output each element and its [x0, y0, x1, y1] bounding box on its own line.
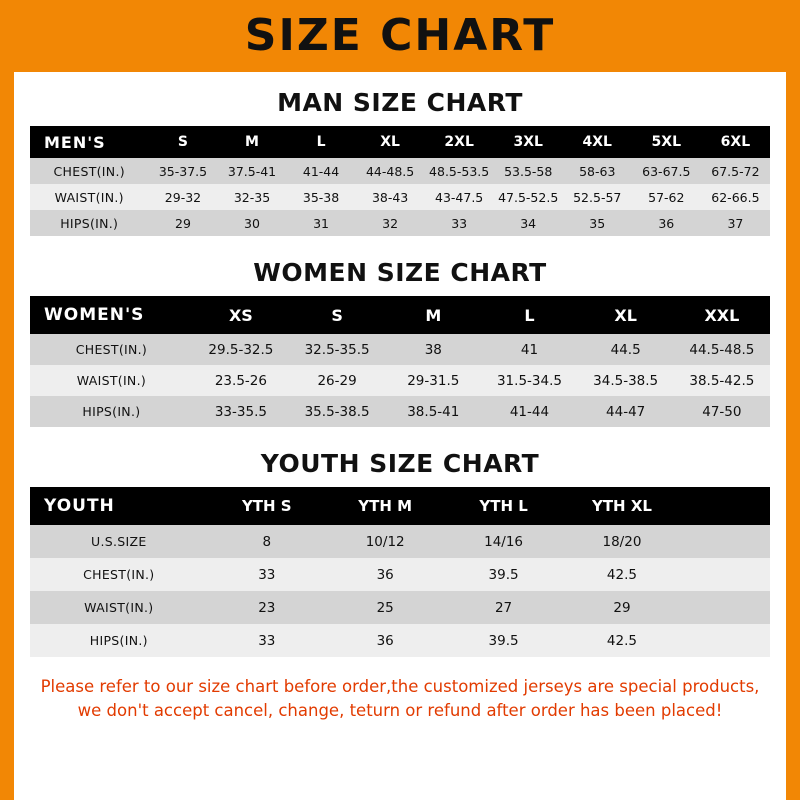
- youth-cell: 36: [326, 558, 444, 591]
- women-col-header: M: [385, 296, 481, 334]
- women-cell: 44-47: [578, 396, 674, 427]
- women-cell: 29.5-32.5: [193, 334, 289, 365]
- man-section-title: MAN SIZE CHART: [277, 88, 523, 117]
- man-cell: 41-44: [287, 158, 356, 184]
- youth-cell: 23: [208, 591, 326, 624]
- man-col-header: 4XL: [563, 126, 632, 158]
- man-row-label: CHEST(IN.): [30, 158, 148, 184]
- youth-row-label: HIPS(IN.): [30, 624, 208, 657]
- man-col-header: XL: [356, 126, 425, 158]
- man-col-header: S: [148, 126, 217, 158]
- man-cell: 36: [632, 210, 701, 236]
- women-cell: 38.5-42.5: [674, 365, 770, 396]
- man-cell: 38-43: [356, 184, 425, 210]
- youth-section-title: YOUTH SIZE CHART: [260, 449, 540, 478]
- table-row: [30, 184, 770, 210]
- table-row: [30, 525, 770, 558]
- man-cell: 35: [563, 210, 632, 236]
- man-col-header: 2XL: [425, 126, 494, 158]
- man-col-header: 3XL: [494, 126, 563, 158]
- women-cell: 31.5-34.5: [481, 365, 577, 396]
- youth-cell: 27: [444, 591, 562, 624]
- man-cell: 32-35: [217, 184, 286, 210]
- man-cell: 29: [148, 210, 217, 236]
- women-cell: 38.5-41: [385, 396, 481, 427]
- women-cell: 44.5: [578, 334, 674, 365]
- table-header-row: [30, 126, 770, 158]
- man-cell: 29-32: [148, 184, 217, 210]
- man-cell: 35-37.5: [148, 158, 217, 184]
- table-row: [30, 624, 770, 657]
- women-row-label: WAIST(IN.): [30, 365, 193, 396]
- youth-col-header: YTH S: [208, 487, 326, 525]
- youth-col-header: YTH L: [444, 487, 562, 525]
- man-cell: 63-67.5: [632, 158, 701, 184]
- youth-row-label: CHEST(IN.): [30, 558, 208, 591]
- man-cell: 35-38: [287, 184, 356, 210]
- women-col-header: XS: [193, 296, 289, 334]
- youth-cell: 42.5: [563, 624, 681, 657]
- youth-cell: 18/20: [563, 525, 681, 558]
- women-cell: 44.5-48.5: [674, 334, 770, 365]
- youth-row-label: WAIST(IN.): [30, 591, 208, 624]
- women-cell: 23.5-26: [193, 365, 289, 396]
- youth-col-header: YTH XL: [563, 487, 681, 525]
- women-cell: 38: [385, 334, 481, 365]
- women-col-header: XXL: [674, 296, 770, 334]
- man-row-label: WAIST(IN.): [30, 184, 148, 210]
- content-area: [14, 72, 786, 800]
- man-cell: 33: [425, 210, 494, 236]
- man-cell: 37.5-41: [217, 158, 286, 184]
- man-row-label-header: MEN'S: [30, 126, 148, 158]
- women-size-table: [30, 296, 770, 427]
- youth-cell: 36: [326, 624, 444, 657]
- man-cell: 37: [701, 210, 770, 236]
- youth-cell: 29: [563, 591, 681, 624]
- youth-cell-spacer: [681, 558, 770, 591]
- women-cell: 47-50: [674, 396, 770, 427]
- women-row-label-header: WOMEN'S: [30, 296, 193, 334]
- women-col-header: XL: [578, 296, 674, 334]
- women-cell: 41: [481, 334, 577, 365]
- man-cell: 53.5-58: [494, 158, 563, 184]
- man-cell: 30: [217, 210, 286, 236]
- youth-cell-spacer: [681, 525, 770, 558]
- table-row: [30, 558, 770, 591]
- women-cell: 33-35.5: [193, 396, 289, 427]
- footer-note: [30, 675, 770, 723]
- table-row: [30, 591, 770, 624]
- man-cell: 62-66.5: [701, 184, 770, 210]
- man-cell: 58-63: [563, 158, 632, 184]
- footer-note-line-1: Please refer to our size chart before order,the customized jerseys are special products,: [40, 677, 760, 696]
- footer-note-line-2: we don't accept cancel, change, teturn or refund after order has been placed!: [77, 700, 723, 720]
- man-cell: 52.5-57: [563, 184, 632, 210]
- youth-cell: 33: [208, 558, 326, 591]
- man-cell: 57-62: [632, 184, 701, 210]
- header-bar: [0, 0, 800, 72]
- women-cell: 35.5-38.5: [289, 396, 385, 427]
- man-size-table: [30, 126, 770, 236]
- youth-cell: 33: [208, 624, 326, 657]
- women-cell: 34.5-38.5: [578, 365, 674, 396]
- man-cell: 67.5-72: [701, 158, 770, 184]
- women-col-header: S: [289, 296, 385, 334]
- youth-cell: 8: [208, 525, 326, 558]
- women-cell: 32.5-35.5: [289, 334, 385, 365]
- youth-cell: 39.5: [444, 558, 562, 591]
- man-col-header: M: [217, 126, 286, 158]
- man-cell: 34: [494, 210, 563, 236]
- youth-cell-spacer: [681, 591, 770, 624]
- youth-col-header: YTH M: [326, 487, 444, 525]
- youth-cell: 10/12: [326, 525, 444, 558]
- table-row: [30, 334, 770, 365]
- women-col-header: L: [481, 296, 577, 334]
- youth-cell: 25: [326, 591, 444, 624]
- man-col-header: L: [287, 126, 356, 158]
- women-row-label: CHEST(IN.): [30, 334, 193, 365]
- table-header-row: [30, 487, 770, 525]
- man-cell: 31: [287, 210, 356, 236]
- man-col-header: 6XL: [701, 126, 770, 158]
- women-row-label: HIPS(IN.): [30, 396, 193, 427]
- table-header-row: [30, 296, 770, 334]
- man-col-header: 5XL: [632, 126, 701, 158]
- man-cell: 48.5-53.5: [425, 158, 494, 184]
- man-cell: 44-48.5: [356, 158, 425, 184]
- table-row: [30, 396, 770, 427]
- youth-row-label: U.S.SIZE: [30, 525, 208, 558]
- women-cell: 41-44: [481, 396, 577, 427]
- youth-header-spacer: [681, 487, 770, 525]
- man-row-label: HIPS(IN.): [30, 210, 148, 236]
- table-row: [30, 365, 770, 396]
- youth-cell: 14/16: [444, 525, 562, 558]
- women-section-title: WOMEN SIZE CHART: [253, 258, 547, 287]
- man-cell: 47.5-52.5: [494, 184, 563, 210]
- table-row: [30, 210, 770, 236]
- youth-cell: 42.5: [563, 558, 681, 591]
- page-title: SIZE CHART: [244, 10, 556, 61]
- youth-cell-spacer: [681, 624, 770, 657]
- man-cell: 43-47.5: [425, 184, 494, 210]
- man-cell: 32: [356, 210, 425, 236]
- youth-cell: 39.5: [444, 624, 562, 657]
- women-cell: 29-31.5: [385, 365, 481, 396]
- youth-size-table: [30, 487, 770, 657]
- table-row: [30, 158, 770, 184]
- women-cell: 26-29: [289, 365, 385, 396]
- youth-row-label-header: YOUTH: [30, 487, 208, 525]
